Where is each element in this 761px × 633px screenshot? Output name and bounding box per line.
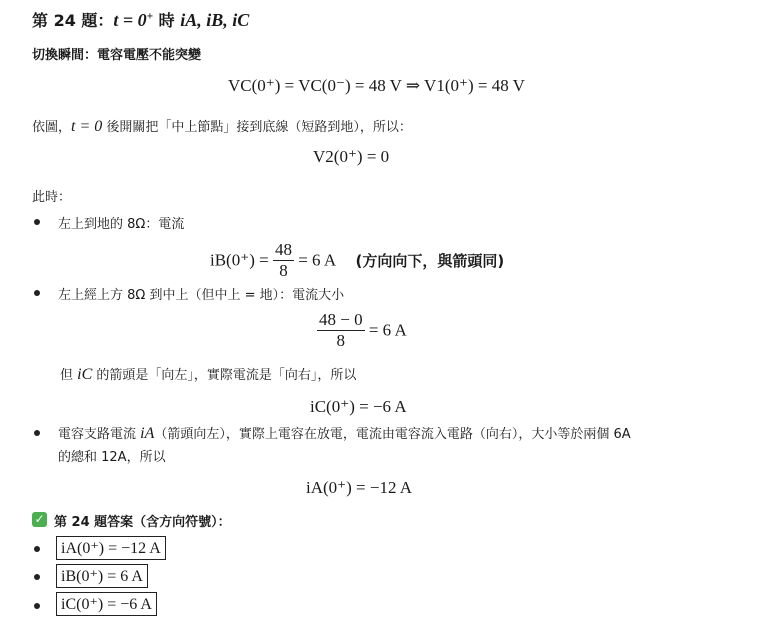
answer-ia: iA(0⁺) = −12 A bbox=[56, 536, 166, 560]
bullet2-num: 48 − 0 bbox=[319, 310, 363, 329]
bullet3-text-c: 的總和 12A，所以 bbox=[58, 450, 166, 465]
bullet-1 bbox=[34, 219, 40, 225]
title-vars: iA, iB, iC bbox=[180, 10, 250, 30]
check-mark-icon: ✓ bbox=[32, 512, 47, 527]
section3-label: 此時： bbox=[32, 190, 72, 205]
bullet3-text bbox=[58, 423, 631, 443]
bullet1-equation bbox=[210, 240, 504, 281]
title-sup: + bbox=[146, 10, 154, 23]
bullet2-fraction bbox=[317, 310, 365, 351]
answer-label: 第 24 題答案（含方向符號）： bbox=[54, 515, 231, 530]
title-suffix: 時 bbox=[153, 11, 181, 30]
bullet2-note-a: 但 bbox=[60, 368, 78, 383]
bullet2-note bbox=[60, 364, 356, 384]
section2-text-b: 後開關把「中上節點」接到底線（短路到地），所以： bbox=[102, 120, 412, 135]
page-title bbox=[32, 8, 249, 31]
bullet2-rhs: = 6 A bbox=[364, 320, 407, 340]
bullet-2 bbox=[34, 290, 40, 296]
bullet1-fraction bbox=[273, 240, 294, 281]
title-prefix: 第 24 題： bbox=[32, 11, 114, 30]
bullet2-den: 8 bbox=[317, 330, 365, 351]
section2-equation: V2(0⁺) = 0 bbox=[313, 147, 390, 166]
section1-label: 切換瞬間：電容電壓不能突變 bbox=[32, 48, 202, 63]
bullet1-rhs: = 6 A bbox=[293, 250, 337, 270]
bullet3-text-b: （箭頭向左），實際上電容在放電，電流由電容流入電路（向右），大小等於兩個 6A bbox=[154, 427, 631, 442]
answer-ic: iC(0⁺) = −6 A bbox=[56, 592, 157, 616]
answer-bullet-3 bbox=[34, 603, 40, 609]
bullet1-note: (方向向下，與箭頭同) bbox=[355, 252, 505, 270]
answer-bullet-1 bbox=[34, 546, 40, 552]
bullet1-num: 48 bbox=[274, 240, 292, 259]
answer-ib: iB(0⁺) = 6 A bbox=[56, 564, 148, 588]
section1-equation: VC(0⁺) = VC(0⁻) = 48 V ⇒ V1(0⁺) = 48 V bbox=[228, 76, 525, 95]
section2-text bbox=[32, 116, 412, 136]
bullet2-text: 左上經上方 8Ω 到中上（但中上 = 地）：電流大小 bbox=[58, 288, 345, 303]
bullet1-den: 8 bbox=[273, 260, 294, 281]
bullet-3 bbox=[34, 430, 40, 436]
bullet3-text-a: 電容支路電流 bbox=[58, 427, 141, 442]
bullet1-text: 左上到地的 8Ω：電流 bbox=[58, 217, 185, 232]
title-expr: t = 0 bbox=[113, 10, 147, 30]
answer-bullet-2 bbox=[34, 574, 40, 580]
bullet3-equation: iA(0⁺) = −12 A bbox=[306, 478, 413, 497]
bullet2-equation bbox=[317, 310, 407, 351]
section2-text-math: t = 0 bbox=[71, 118, 103, 135]
bullet2-note-b: 的箭頭是「向左」，實際電流是「向右」，所以 bbox=[92, 368, 357, 383]
bullet3-text-math: iA bbox=[140, 425, 155, 442]
bullet2-note-math: iC bbox=[77, 366, 93, 383]
bullet1-lhs: iB(0⁺) = bbox=[210, 250, 273, 270]
bullet2-equation-ic: iC(0⁺) = −6 A bbox=[310, 397, 407, 416]
section2-text-a: 依圖， bbox=[32, 120, 72, 135]
